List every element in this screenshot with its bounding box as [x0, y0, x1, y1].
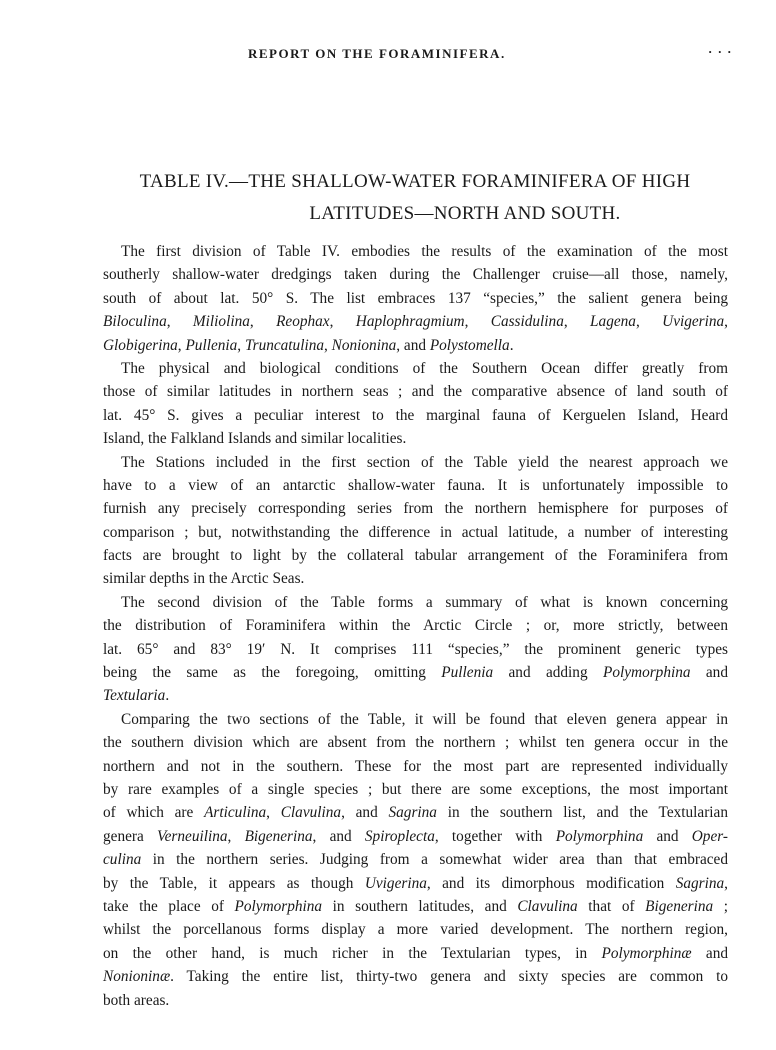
text-run: .	[165, 687, 170, 705]
text-run: take the place of	[103, 897, 235, 915]
genus-name: Polymorphina	[602, 664, 691, 682]
genus-name: Pullenia	[185, 336, 238, 354]
text-line	[103, 661, 728, 684]
text-run: ,	[724, 313, 728, 331]
text-run: both areas.	[103, 991, 170, 1009]
text-run: whilst the porcellanous forms display a more varied development. The northern region,	[103, 921, 728, 939]
text-run: northern and not in the southern. These for the most part are represented individually	[103, 757, 728, 775]
text-run: ,	[724, 874, 728, 892]
genus-name: Reophax	[276, 313, 330, 331]
paragraph	[103, 591, 728, 708]
text-run: . Taking the entire list, thirty-two genera and sixty species are common to	[170, 968, 728, 986]
text-run: of which are	[103, 804, 205, 822]
text-run: Island, the Falkland Islands and similar localities.	[103, 430, 407, 448]
text-run: being the same as the foregoing, omitting	[103, 664, 442, 682]
genus-name: Clavulina	[517, 897, 578, 915]
genus-name: Bigenerina	[244, 827, 313, 845]
text-line	[103, 638, 728, 661]
text-run: The Stations included in the first section of the Table yield the nearest approach we	[121, 453, 728, 471]
genus-name: Verneuilina	[156, 827, 228, 845]
paragraph	[103, 451, 728, 591]
text-run: facts are brought to light by the collateral tabular arrangement of the Foraminifera from	[103, 547, 728, 565]
text-run: ,	[563, 313, 591, 331]
text-run: ,	[249, 313, 277, 331]
genus-name: Pullenia	[441, 664, 494, 682]
genus-name: Lagena	[590, 313, 636, 331]
text-run: genera	[103, 827, 157, 845]
text-line	[103, 731, 728, 754]
text-run: by the Table, it appears as though	[103, 874, 365, 892]
text-run: and	[690, 664, 728, 682]
text-run: the southern division which are absent from the northern ; whilst ten genera occur in the	[103, 734, 728, 752]
text-line	[103, 591, 728, 614]
text-line	[103, 310, 728, 333]
genus-name: Polymorphina	[555, 827, 644, 845]
text-line	[103, 567, 728, 590]
text-line	[103, 427, 728, 450]
text-line	[103, 404, 728, 427]
genus-name: Haplophragmium	[355, 313, 465, 331]
text-run: on the other hand, is much richer in the Textularian types, in	[103, 944, 602, 962]
body-text	[103, 240, 728, 1012]
text-line	[103, 708, 728, 731]
paragraph	[103, 240, 728, 357]
text-line	[103, 287, 728, 310]
genus-name: Truncatulina	[244, 336, 324, 354]
text-run: , and	[341, 804, 389, 822]
text-run: ,	[266, 804, 281, 822]
text-run: , and its dimorphous modification	[426, 874, 676, 892]
text-run: ,	[227, 827, 245, 845]
text-line	[103, 614, 728, 637]
genus-name: Bigenerina	[645, 897, 714, 915]
genus-name: Uvigerina	[364, 874, 427, 892]
page-number: · · ·	[708, 44, 733, 59]
genus-name: Miliolina	[192, 313, 250, 331]
text-run: , together with	[434, 827, 556, 845]
paragraph	[103, 357, 728, 451]
text-run: the distribution of Foraminifera within the Arctic Circle ; or, more strictly, between	[103, 617, 728, 635]
text-run: lat. 65° and 83° 19′ N. It comprises 111 “species,” the prominent generic types	[103, 640, 728, 658]
text-line	[103, 380, 728, 403]
text-run: ;	[713, 897, 728, 915]
text-run: south of about lat. 50° S. The list embraces 137 “species,” the salient genera being	[103, 289, 728, 307]
text-run: ,	[464, 313, 491, 331]
genus-name: Oper-	[691, 827, 728, 845]
text-run: in the southern list, and the Textularian	[436, 804, 728, 822]
text-line	[103, 684, 728, 707]
genus-name: Cassidulina	[490, 313, 564, 331]
genus-name: Polymorphinæ	[601, 944, 692, 962]
text-line	[103, 263, 728, 286]
genus-name: Sagrina	[388, 804, 437, 822]
text-run: lat. 45° S. gives a peculiar interest to the marginal fauna of Kerguelen Island, Heard	[103, 406, 728, 424]
text-line	[103, 872, 728, 895]
genus-name: Polymorphina	[234, 897, 323, 915]
genus-name: Sagrina	[675, 874, 725, 892]
genus-name: Spiroplecta	[364, 827, 435, 845]
text-run: , and	[312, 827, 365, 845]
text-line	[103, 497, 728, 520]
text-run: by rare examples of a single species ; but there are some exceptions, the most important	[103, 780, 728, 798]
text-line	[103, 755, 728, 778]
text-run: in the northern series. Judging from a somewhat wider area than that embraced	[141, 851, 728, 869]
text-line	[103, 848, 728, 871]
paragraph	[103, 708, 728, 1012]
text-line	[103, 357, 728, 380]
text-run: southerly shallow-water dredgings taken during the Challenger cruise—all those, namely,	[103, 266, 728, 284]
text-run: , and	[396, 336, 430, 354]
text-line	[103, 918, 728, 941]
text-line	[103, 451, 728, 474]
text-run: and	[691, 944, 728, 962]
text-line	[103, 942, 728, 965]
text-run: ,	[166, 313, 193, 331]
genus-name: Globigerina	[103, 336, 178, 354]
text-run: and adding	[493, 664, 603, 682]
genus-name: Textularia	[103, 687, 166, 705]
text-run: those of similar latitudes in northern seas ; and the comparative absence of land south of	[103, 383, 728, 401]
text-line	[103, 778, 728, 801]
genus-name: Biloculina	[103, 313, 167, 331]
text-run: ,	[329, 313, 356, 331]
text-run: that of	[577, 897, 646, 915]
genus-name: Nonioninæ	[103, 968, 171, 986]
genus-name: Articulina	[204, 804, 267, 822]
text-run: similar depths in the Arctic Seas.	[103, 570, 305, 588]
text-run: The physical and biological conditions of the Southern Ocean differ greatly from	[121, 359, 728, 377]
genus-name: Uvigerina	[662, 313, 725, 331]
section-title	[100, 166, 730, 230]
text-line	[103, 825, 728, 848]
section-title-line-2: LATITUDES—NORTH AND SOUTH.	[309, 203, 621, 224]
text-run: have to a view of an antarctic shallow-water fauna. It is unfortunately impossible to	[103, 476, 728, 494]
genus-name: Polystomella	[429, 336, 510, 354]
text-run: .	[509, 336, 514, 354]
text-line	[103, 240, 728, 263]
running-head: REPORT ON THE FORAMINIFERA.	[248, 46, 506, 61]
genus-name: culina	[103, 851, 142, 869]
text-run: The first division of Table IV. embodies the results of the examination of the most	[121, 243, 728, 260]
text-line	[103, 989, 728, 1012]
genus-name: Clavulina	[280, 804, 342, 822]
text-run: comparison ; but, notwithstanding the difference in actual latitude, a number of interesting	[103, 523, 728, 541]
text-run: and	[643, 827, 692, 845]
text-run: ,	[635, 313, 663, 331]
text-run: ,	[177, 336, 186, 354]
text-run: furnish any precisely corresponding series from the northern hemisphere for purposes of	[103, 500, 728, 518]
text-line	[103, 334, 728, 357]
text-run: ,	[237, 336, 245, 354]
text-run: The second division of the Table forms a summary of what is known concerning	[121, 593, 728, 611]
text-line	[103, 895, 728, 918]
text-line	[103, 801, 728, 824]
genus-name: Nonionina	[331, 336, 397, 354]
text-line	[103, 965, 728, 988]
text-run: in southern latitudes, and	[322, 897, 518, 915]
text-line	[103, 521, 728, 544]
text-line	[103, 474, 728, 497]
text-run: Comparing the two sections of the Table, it will be found that eleven genera appear in	[121, 710, 728, 728]
text-line	[103, 544, 728, 567]
text-run: ,	[324, 336, 332, 354]
section-title-line-1: TABLE IV.—THE SHALLOW-WATER FORAMINIFERA OF HIGH	[139, 171, 691, 192]
